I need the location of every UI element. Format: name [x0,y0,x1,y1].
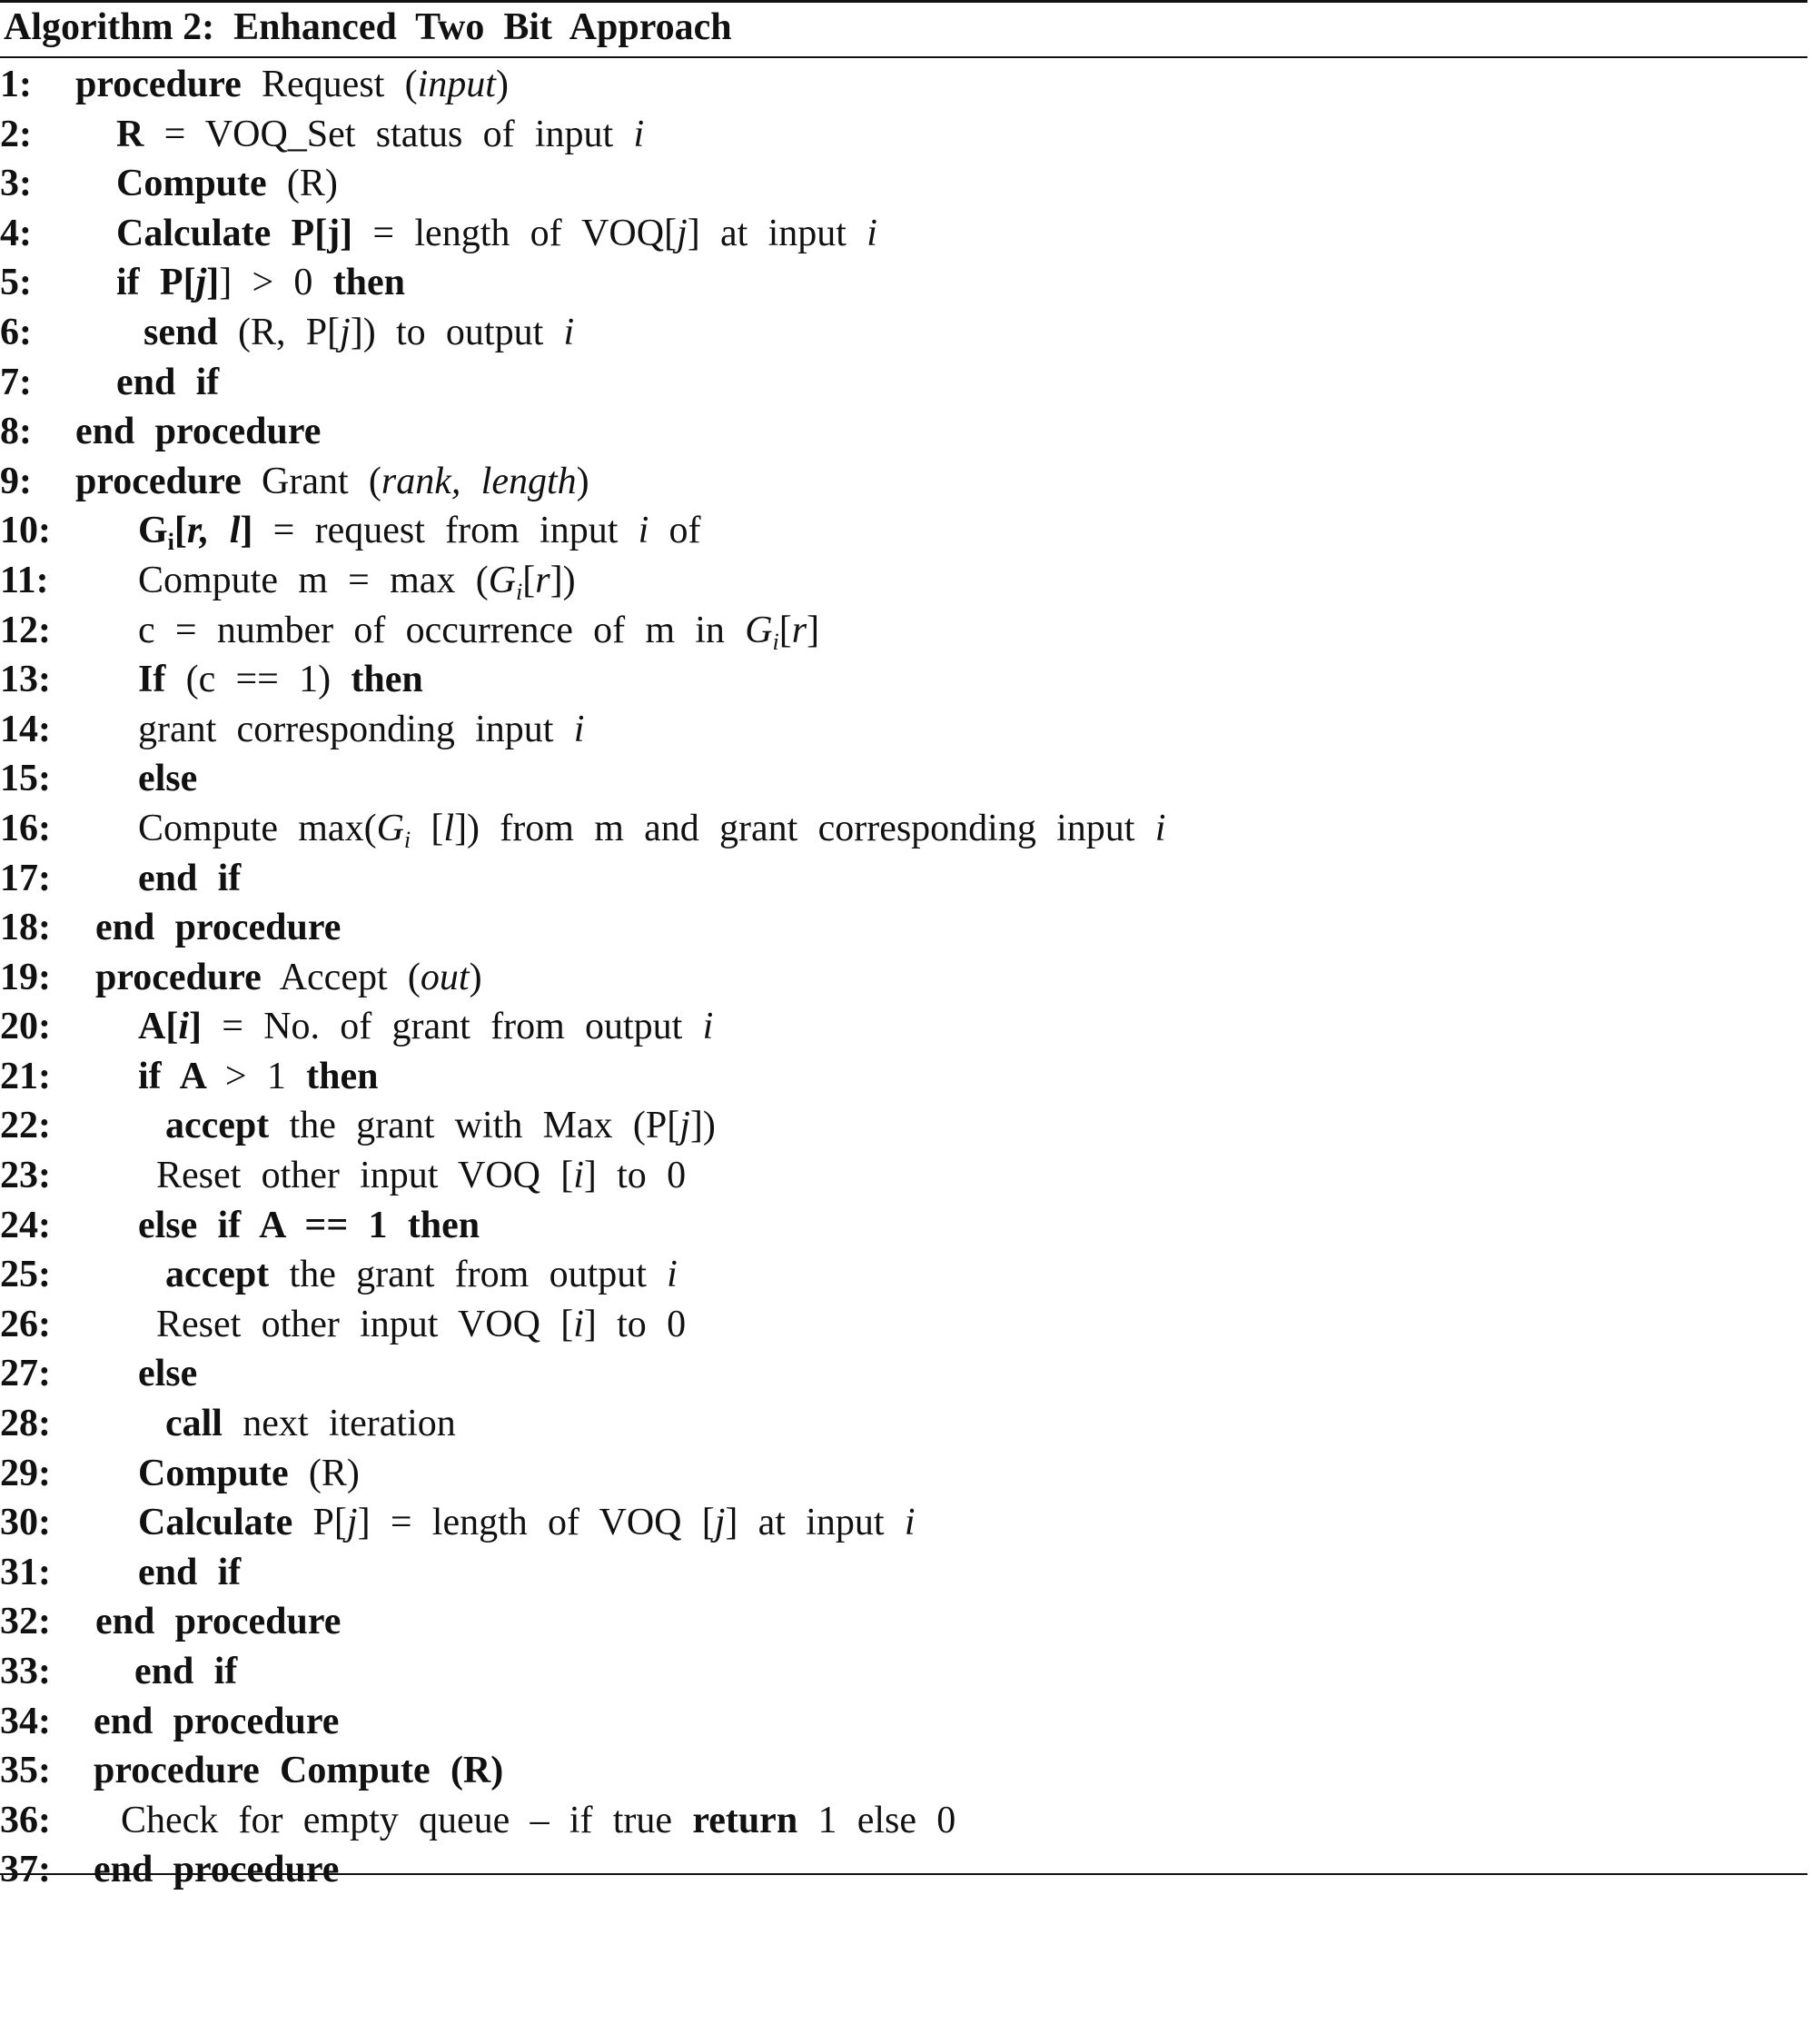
line-code: end if [116,361,220,403]
line-code: if A > 1 then [138,1055,379,1097]
line-code: end procedure [94,1849,340,1891]
line-number: 16: [0,807,51,849]
line-number: 7: [0,361,32,403]
line-number: 23: [0,1155,51,1197]
line-number: 37: [0,1849,51,1891]
line-number: 11: [0,559,49,601]
line-code: Compute $\max(G_i$ [l]) from m and grant corresponding input i [138,807,1166,853]
line-number: 32: [0,1601,51,1643]
line-code: end procedure [94,1700,340,1742]
line-code: If (c == 1) then [138,659,423,701]
line-number: 24: [0,1204,51,1246]
algorithm-line [0,1151,1807,1201]
algorithm-line [0,1449,1807,1499]
algorithm-line [0,258,1807,308]
line-code: call next iteration [165,1403,456,1445]
algorithm-line [0,754,1807,804]
line-number: 6: [0,311,32,353]
algorithm-line [0,1052,1807,1102]
algorithm-line [0,804,1807,854]
line-number: 21: [0,1055,51,1097]
algorithm-line [0,110,1807,160]
algorithm-line [0,1597,1807,1647]
line-number: 4: [0,212,32,254]
line-code: accept the grant with Max (P[j]) [165,1105,716,1147]
title-rule [0,56,1807,58]
line-code: Check for empty queue – if true return 1 else 0 [121,1799,956,1841]
line-code: else [138,758,198,800]
line-code: A[i] = No. of grant from output i [138,1006,714,1048]
line-code: procedure Grant (rank, length) [75,460,589,502]
line-code: procedure Request (input) [75,64,509,105]
algorithm-line [0,308,1807,358]
algorithm-line [0,1647,1807,1697]
bottom-rule [0,1873,1807,1875]
line-number: 1: [0,64,32,105]
line-number: 28: [0,1403,51,1445]
algorithm-line [0,655,1807,705]
line-code: $G_i[r$, l] = request from input i of [138,510,701,556]
line-number: 9: [0,460,32,502]
algorithm-line [0,159,1807,209]
line-number: 12: [0,609,51,651]
algorithm-line [0,358,1807,408]
line-number: 20: [0,1006,51,1048]
line-code: Compute $m = \max (G_i[r])$ [138,559,576,605]
algorithm-line [0,606,1807,656]
algorithm-line [0,1300,1807,1350]
line-number: 18: [0,907,51,949]
algorithm-line [0,209,1807,259]
line-code: Reset other input VOQ [i] to 0 [156,1303,687,1345]
line-number: 13: [0,659,51,701]
algorithm-line [0,506,1807,556]
algorithm-line [0,1101,1807,1151]
line-code: procedure Compute (R) [94,1750,504,1792]
line-number: 30: [0,1502,51,1544]
line-number: 27: [0,1353,51,1395]
top-rule [0,0,1807,3]
algorithm-line [0,1498,1807,1548]
line-code: procedure Accept (out) [95,956,482,998]
algorithm-title: Algorithm 2: Enhanced Two Bit Approach [4,6,732,48]
algorithm-line [0,1201,1807,1251]
algorithm-line [0,457,1807,507]
algorithm-line [0,1349,1807,1399]
line-code: Compute (R) [116,163,338,205]
line-code: R = VOQ_Set status of input i [116,113,645,155]
line-code: end if [138,1551,242,1593]
line-code: end if [138,857,242,899]
line-number: 15: [0,758,51,800]
line-code: Calculate P[j] = length of VOQ [j] at input i [138,1502,916,1544]
algorithm-line [0,407,1807,457]
algorithm-line [0,854,1807,904]
line-number: 5: [0,262,32,304]
line-number: 3: [0,163,32,205]
algorithm-line [0,1548,1807,1598]
line-number: 14: [0,708,51,750]
algorithm-line [0,556,1807,606]
line-number: 17: [0,857,51,899]
algorithm-line [0,60,1807,110]
line-number: 36: [0,1799,51,1841]
algorithm-line [0,1845,1807,1895]
algorithm-line [0,1399,1807,1449]
line-code: else [138,1353,198,1395]
line-code: c = number of occurrence of m in $G_i[r]$ [138,609,820,655]
line-code: Calculate P[j] = length of VOQ[j] at input i [116,212,877,254]
algorithm-line [0,1746,1807,1796]
algorithm-line [0,1697,1807,1747]
line-number: 8: [0,411,32,453]
line-number: 2: [0,113,32,155]
line-code: grant corresponding input i [138,708,585,750]
algorithm-line [0,705,1807,755]
line-number: 25: [0,1254,51,1296]
algorithm-line [0,953,1807,1003]
line-code: Compute (R) [138,1452,360,1494]
algorithm-line [0,1250,1807,1300]
line-code: accept the grant from output i [165,1254,678,1296]
line-code: Reset other input VOQ [i] to 0 [156,1155,687,1197]
line-code: end procedure [95,1601,342,1643]
line-number: 35: [0,1750,51,1792]
algorithm-line [0,903,1807,953]
line-number: 19: [0,956,51,998]
line-code: if P[j]] > 0 then [116,262,406,304]
line-number: 29: [0,1452,51,1494]
line-number: 34: [0,1700,51,1742]
line-number: 26: [0,1303,51,1345]
line-number: 33: [0,1651,51,1692]
algorithm-lines [0,60,1807,1895]
line-code: end procedure [95,907,342,949]
algorithm-line [0,1796,1807,1846]
line-code: send (R, P[j]) to output i [144,311,575,353]
line-code: end procedure [75,411,322,453]
line-number: 22: [0,1105,51,1147]
algorithm-line [0,1002,1807,1052]
line-code: else if A == 1 then [138,1204,480,1246]
line-code: end if [134,1651,238,1692]
line-number: 10: [0,510,51,552]
line-number: 31: [0,1551,51,1593]
